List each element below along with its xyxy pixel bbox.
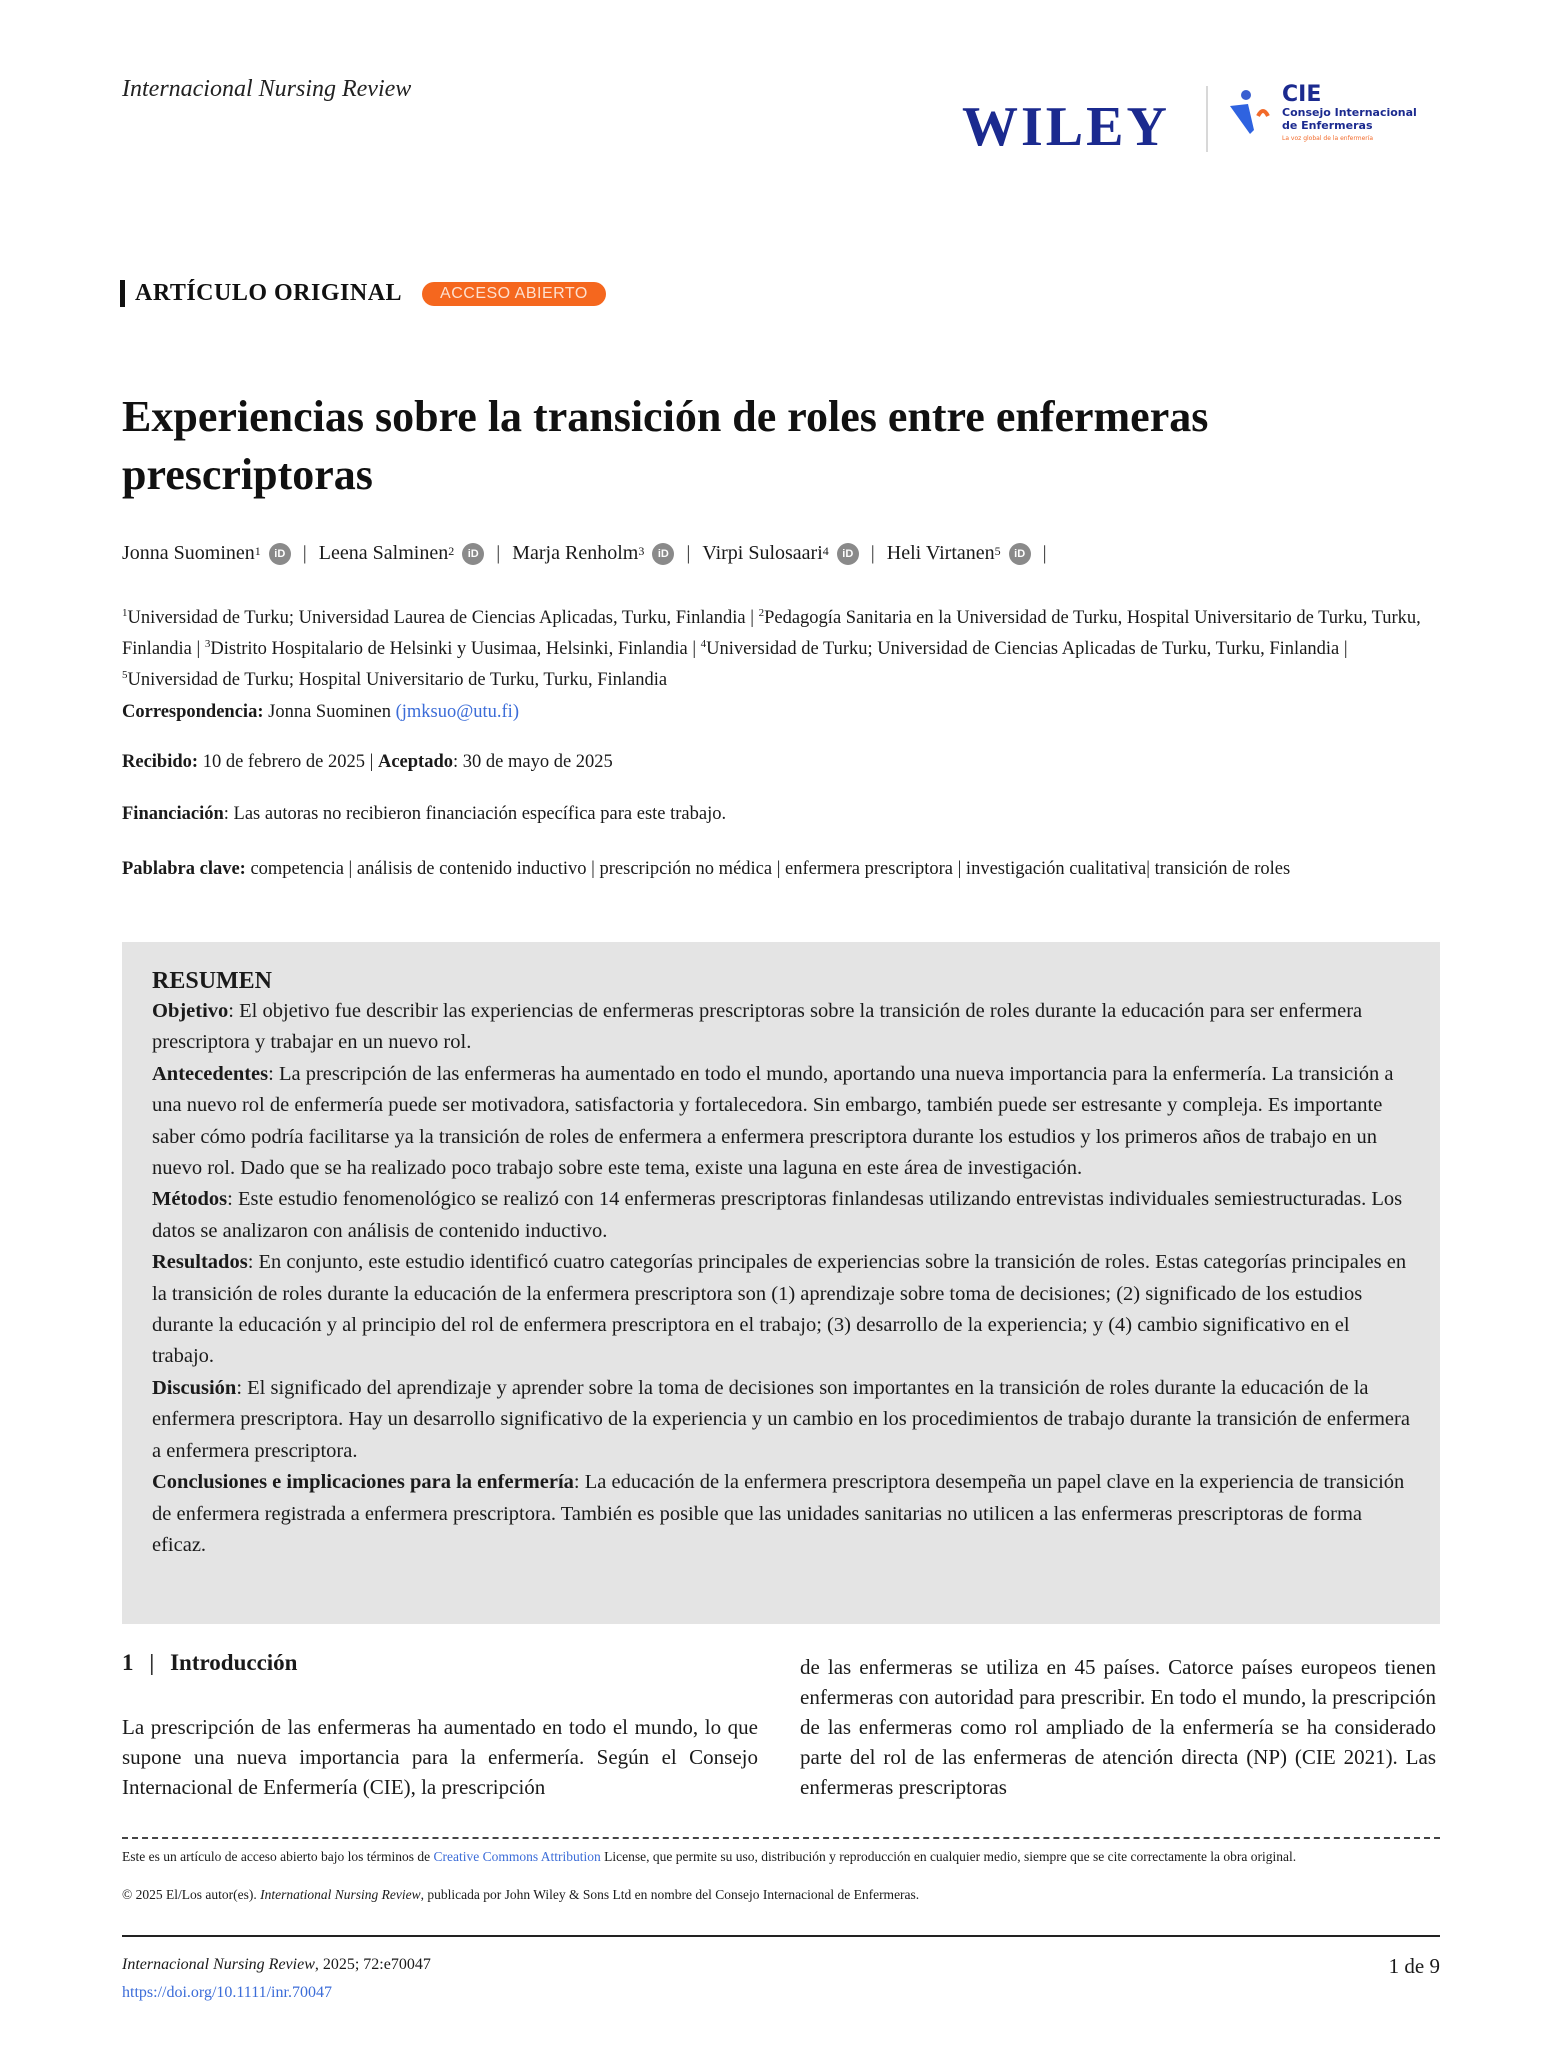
author-separator: | (870, 542, 875, 564)
author-list (122, 542, 1059, 565)
citation (122, 1956, 431, 1974)
article-title: Experiencias sobre la transición de roles entre enfermeras prescriptoras (122, 392, 1209, 499)
abstract-results (152, 1247, 1414, 1373)
section-number: 1 (122, 1650, 134, 1675)
abstract-text: : El significado del aprendizaje y aprender sobre la toma de decisiones son importantes en la transición de roles durante la educación de la enfermera prescriptora. Hay un desarrollo significativo de la experiencia y un cambio en los procedimientos de trabajo durante la transición de enfermera a enfermera prescriptora. (152, 1376, 1410, 1462)
author-name: Jonna Suominen (122, 542, 255, 564)
orcid-icon[interactable]: iD (837, 543, 859, 565)
author-affiliation-number: 3 (638, 544, 645, 558)
copyright-text: , publicada por John Wiley & Sons Ltd en nombre del Consejo Internacional de Enfermeras. (420, 1887, 920, 1902)
cie-subtitle-2: de Enfermeras (1282, 119, 1373, 132)
author-affiliation-number: 5 (994, 544, 1001, 558)
abstract-heading: RESUMEN (152, 968, 273, 994)
dates (122, 752, 613, 773)
orcid-icon[interactable]: iD (1009, 543, 1031, 565)
author-separator: | (1042, 542, 1047, 564)
abstract-text: : La prescripción de las enfermeras ha aumentado en todo el mundo, aportando una nueva importancia para la enfermería. La transición a una nuevo rol de enfermería puede ser motivadora, satisfactoria y fortalecedora. Sin embargo, también puede ser estresante y compleja. Es importante saber cómo podría facilitarse ya la transición de roles de enfermera a enfermera prescriptora durante los estudios y los primeros años de trabajo en un nuevo rol. Dado que se ha realizado poco trabajo sobre este tema, existe una laguna en este área de investigación. (152, 1062, 1394, 1180)
affiliation-number: 1 (122, 607, 128, 619)
article-type (120, 280, 606, 307)
author[interactable] (887, 542, 1031, 565)
author[interactable] (122, 542, 291, 565)
author-name: Leena Salminen (318, 542, 449, 564)
journal-name: Internacional Nursing Review (122, 76, 412, 102)
license-text: License, que permite su uso, distribución y reproducción en cualquier medio, siempre que se cite correctamente la obra original. (600, 1849, 1297, 1864)
author-separator: | (686, 542, 691, 564)
abstract-label: Antecedentes (152, 1062, 269, 1085)
abstract-label: Discusión (152, 1376, 237, 1399)
affiliation: Universidad de Turku; Universidad Laurea de Ciencias Aplicadas, Turku, Finlandia (127, 608, 746, 629)
correspondence-email-link[interactable]: (jmksuo@utu.fi) (395, 702, 519, 722)
received-date: 10 de febrero de 2025 (198, 752, 370, 772)
affiliation-separator: | (750, 608, 754, 629)
abstract-label: Conclusiones e implicaciones para la enfermería (152, 1471, 574, 1494)
abstract-methods (152, 1184, 1414, 1247)
orcid-icon[interactable]: iD (269, 543, 291, 565)
body-column-left: La prescripción de las enfermeras ha aumentado en todo el mundo, lo que supone una nueva importancia para la enfermería. Según el Consejo Internacional de Enfermería (CIE), la prescripción (122, 1715, 758, 1799)
citation-volume: , 2025; 72:e70047 (314, 1956, 431, 1973)
abstract-discussion (152, 1373, 1414, 1467)
abstract-text: : En conjunto, este estudio identificó cuatro categorías principales de experiencias sobre la transición de roles. Estas categorías principales en la transición de roles durante la educación de la enfermera prescriptora son (1) aprendizaje sobre toma de decisiones; (2) significado de los estudios durante la educación y al principio del rol de enfermera prescriptora en el trabajo; (3) desarrollo de la experiencia; y (4) cambio significativo en el trabajo. (152, 1251, 1407, 1368)
cie-subtitle-1: Consejo Internacional (1282, 106, 1417, 119)
open-access-badge: ACCESO ABIERTO (422, 282, 606, 306)
page-number: 1 de 9 (1388, 1954, 1440, 1978)
author-name: Virpi Sulosaari (702, 542, 823, 564)
footer-divider (122, 1935, 1440, 1937)
correspondence-name: Jonna Suominen (263, 702, 396, 722)
affiliation-separator: | (692, 639, 697, 660)
affiliation-number: 4 (700, 638, 707, 651)
correspondence-label: Correspondencia: (122, 702, 264, 722)
copyright-note (122, 1887, 919, 1903)
affiliation: Universidad de Turku; Universidad de Ciencias Aplicadas de Turku, Turku, Finlandia (706, 639, 1340, 660)
abstract-label: Objetivo (152, 1000, 229, 1022)
license-note (122, 1846, 1442, 1867)
author[interactable] (702, 542, 858, 565)
affiliation: Pedagogía Sanitaria en la Universidad de Turku, Hospital Universitario de Turku, Turku, Finlandia (122, 608, 1421, 660)
abstract-text: : El objetivo fue describir las experiencias de enfermeras prescriptoras sobre la transición de roles durante la educación para ser enfermera prescriptora y trabajar en un nuevo rol. (152, 1000, 1363, 1054)
author-affiliation-number: 4 (822, 544, 829, 558)
received-label: Recibido: (122, 752, 199, 772)
cie-logo-icon (1228, 86, 1272, 140)
author-name: Marja Renholm (512, 542, 639, 564)
abstract-label: Resultados (152, 1251, 248, 1274)
author-separator: | (496, 542, 501, 564)
section-separator: | (149, 1650, 155, 1675)
accepted-date: : 30 de mayo de 2025 (453, 752, 613, 772)
abstract-box (122, 942, 1440, 1624)
article-type-bar (120, 280, 125, 307)
citation-journal: Internacional Nursing Review (122, 1956, 315, 1973)
copyright-journal: International Nursing Review (260, 1887, 421, 1902)
abstract-conclusions (152, 1467, 1414, 1561)
funding (122, 804, 726, 825)
wiley-logo: WILEY (962, 96, 1170, 158)
accepted-label: Aceptado (377, 752, 454, 772)
author-name: Heli Virtanen (886, 542, 995, 564)
section-heading (122, 1650, 297, 1676)
abstract-background (152, 1059, 1414, 1185)
orcid-icon[interactable]: iD (652, 543, 674, 565)
author-affiliation-number: 1 (254, 544, 261, 558)
keywords-label: Pablabra clave: (122, 859, 246, 879)
footnote-divider (122, 1837, 1440, 1839)
cie-logo (1282, 84, 1417, 144)
cie-tagline: La voz global de la enfermería (1282, 135, 1374, 142)
abstract-text: : Este estudio fenomenológico se realizó con 14 enfermeras prescriptoras finlandesas utilizando entrevistas individuales semiestructuradas. Los datos se analizaron con análisis de contenido inductivo. (152, 1188, 1403, 1242)
affiliation-separator: | (196, 639, 201, 660)
author-affiliation-number: 2 (448, 544, 455, 558)
body-column-right: de las enfermeras se utiliza en 45 países. Catorce países europeos tienen enfermeras con autoridad para prescribir. En todo el mundo, la prescripción de las enfermeras como rol ampliado de la enfermería se ha considerado parte del rol de las enfermeras de atención directa (NP) (CIE 2021). Las enfermeras prescriptoras (800, 1655, 1436, 1799)
author-separator: | (302, 542, 307, 564)
abstract-objective (152, 996, 1414, 1059)
affiliations (122, 600, 1442, 693)
doi-link[interactable]: https://doi.org/10.1111/inr.70047 (122, 1984, 332, 2001)
license-link[interactable]: Creative Commons Attribution (433, 1849, 601, 1864)
author[interactable] (319, 542, 484, 565)
affiliation: Universidad de Turku; Hospital Universitario de Turku, Turku, Finlandia (127, 670, 668, 691)
keywords (122, 856, 1442, 882)
copyright-text: © 2025 El/Los autor(es). (122, 1887, 261, 1902)
keywords-text: competencia | análisis de contenido inductivo | prescripción no médica | enfermera prescriptora | investigación cualitativa| transición de roles (245, 859, 1291, 879)
license-text: Este es un artículo de acceso abierto bajo los términos de (122, 1849, 434, 1864)
affiliation-separator: | (1343, 639, 1348, 660)
section-title: Introducción (170, 1650, 298, 1675)
abstract-label: Métodos (152, 1188, 228, 1211)
affiliation-number: 5 (122, 669, 128, 682)
affiliation-number: 2 (758, 607, 765, 619)
orcid-icon[interactable]: iD (462, 543, 484, 565)
date-separator: | (369, 752, 374, 772)
affiliation: Distrito Hospitalario de Helsinki y Uusimaa, Helsinki, Finlandia (210, 639, 688, 660)
correspondence (122, 702, 519, 723)
funding-text: : Las autoras no recibieron financiación específica para este trabajo. (223, 804, 727, 824)
cie-title: CIE (1282, 82, 1322, 107)
article-type-label: ARTÍCULO ORIGINAL (135, 280, 403, 306)
abstract-text: : La educación de la enfermera prescriptora desempeña un papel clave en la experiencia de transición de enfermera registrada a enfermera prescriptora. También es posible que las unidades sanitarias no utilicen a las enfermeras prescriptoras de forma eficaz. (152, 1471, 1405, 1556)
author[interactable] (512, 542, 674, 565)
affiliation-number: 3 (204, 638, 211, 651)
funding-label: Financiación (122, 804, 224, 824)
logo-divider (1206, 86, 1208, 152)
